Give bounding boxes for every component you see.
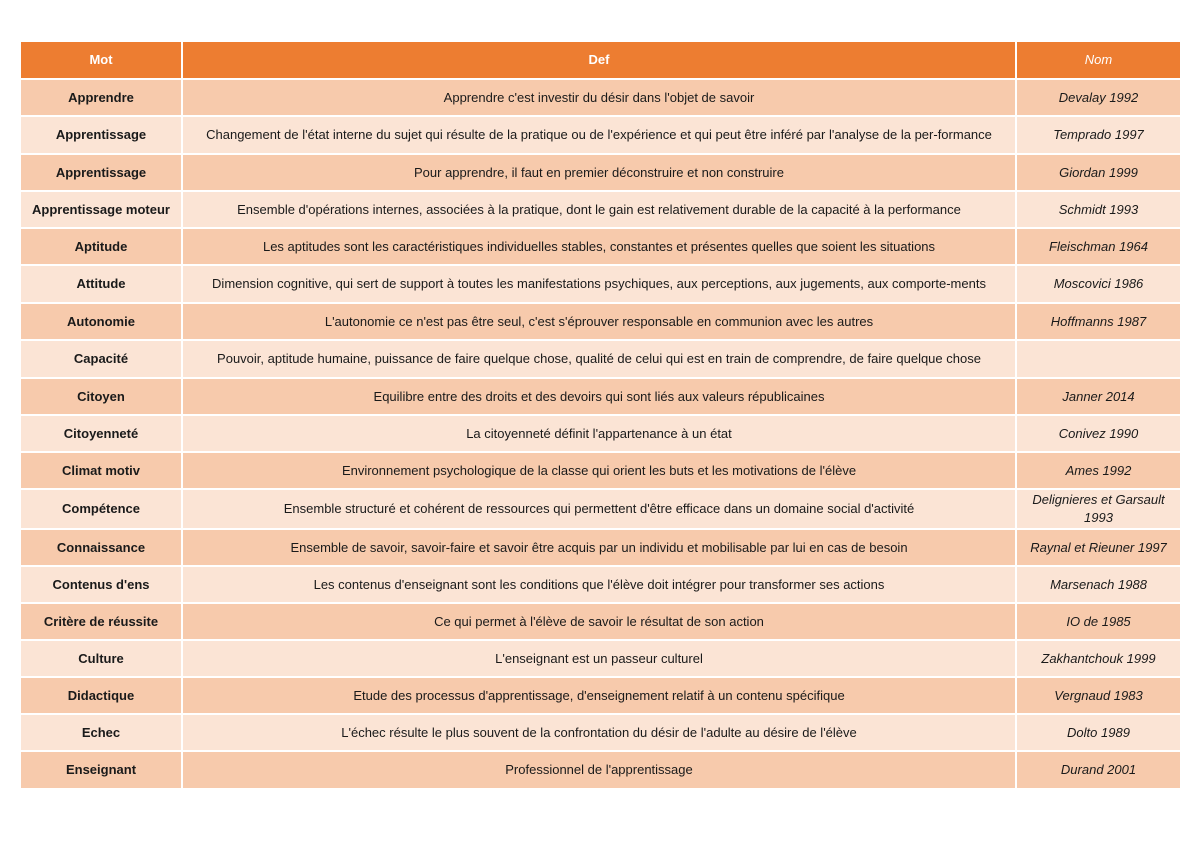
cell-nom: Janner 2014 (1016, 378, 1181, 415)
cell-def: La citoyenneté définit l'appartenance à un état (182, 415, 1016, 452)
table-row (20, 529, 1181, 566)
header-def: Def (182, 41, 1016, 79)
table-row (20, 154, 1181, 191)
cell-nom: Durand 2001 (1016, 751, 1181, 789)
table-row (20, 191, 1181, 228)
table-row (20, 603, 1181, 640)
cell-nom: Vergnaud 1983 (1016, 677, 1181, 714)
cell-def: Les contenus d'enseignant sont les conditions que l'élève doit intégrer pour transformer ses actions (182, 566, 1016, 603)
table-row (20, 566, 1181, 603)
table-row (20, 677, 1181, 714)
cell-nom: Marsenach 1988 (1016, 566, 1181, 603)
cell-def: Les aptitudes sont les caractéristiques individuelles stables, constantes et présentes quelles que soient les situations (182, 228, 1016, 265)
table-row (20, 452, 1181, 489)
cell-mot: Culture (20, 640, 182, 677)
cell-def: Dimension cognitive, qui sert de support à toutes les manifestations psychiques, aux perceptions, aux jugements, aux comporte-ments (182, 265, 1016, 303)
table-row (20, 415, 1181, 452)
cell-mot: Climat motiv (20, 452, 182, 489)
cell-mot: Apprentissage moteur (20, 191, 182, 228)
cell-def: Ensemble de savoir, savoir-faire et savoir être acquis par un individu et mobilisable par lui en cas de besoin (182, 529, 1016, 566)
cell-mot: Apprentissage (20, 116, 182, 154)
cell-nom: Delignieres et Garsault 1993 (1016, 489, 1181, 529)
table-row (20, 714, 1181, 751)
cell-def: Ensemble structuré et cohérent de ressources qui permettent d'être efficace dans un domaine social d'activité (182, 489, 1016, 529)
table-row (20, 340, 1181, 378)
cell-nom: Conivez 1990 (1016, 415, 1181, 452)
cell-nom: IO de 1985 (1016, 603, 1181, 640)
table-row (20, 489, 1181, 529)
table-row (20, 79, 1181, 116)
cell-mot: Didactique (20, 677, 182, 714)
cell-def: Apprendre c'est investir du désir dans l'objet de savoir (182, 79, 1016, 116)
cell-def: Changement de l'état interne du sujet qui résulte de la pratique ou de l'expérience et qui peut être inféré par l'analyse de la per-formance (182, 116, 1016, 154)
cell-mot: Apprendre (20, 79, 182, 116)
cell-def: L'échec résulte le plus souvent de la confrontation du désir de l'adulte au désire de l'élève (182, 714, 1016, 751)
cell-def: L'autonomie ce n'est pas être seul, c'est s'éprouver responsable en communion avec les autres (182, 303, 1016, 340)
cell-def: Pour apprendre, il faut en premier déconstruire et non construire (182, 154, 1016, 191)
cell-def: Environnement psychologique de la classe qui orient les buts et les motivations de l'élève (182, 452, 1016, 489)
cell-mot: Echec (20, 714, 182, 751)
table-row (20, 378, 1181, 415)
cell-nom: Dolto 1989 (1016, 714, 1181, 751)
cell-def: L'enseignant est un passeur culturel (182, 640, 1016, 677)
cell-nom: Fleischman 1964 (1016, 228, 1181, 265)
table-row (20, 640, 1181, 677)
cell-nom: Moscovici 1986 (1016, 265, 1181, 303)
cell-def: Pouvoir, aptitude humaine, puissance de faire quelque chose, qualité de celui qui est en train de comprendre, de faire quelque chose (182, 340, 1016, 378)
cell-mot: Contenus d'ens (20, 566, 182, 603)
table-row (20, 228, 1181, 265)
cell-def: Professionnel de l'apprentissage (182, 751, 1016, 789)
table-row (20, 116, 1181, 154)
cell-nom: Temprado 1997 (1016, 116, 1181, 154)
header-row (20, 41, 1181, 79)
cell-def: Etude des processus d'apprentissage, d'enseignement relatif à un contenu spécifique (182, 677, 1016, 714)
cell-mot: Critère de réussite (20, 603, 182, 640)
cell-nom: Giordan 1999 (1016, 154, 1181, 191)
header-nom: Nom (1016, 41, 1181, 79)
cell-nom (1016, 340, 1181, 378)
cell-mot: Citoyen (20, 378, 182, 415)
table-row (20, 751, 1181, 789)
cell-nom: Hoffmanns 1987 (1016, 303, 1181, 340)
cell-def: Ce qui permet à l'élève de savoir le résultat de son action (182, 603, 1016, 640)
table-row (20, 265, 1181, 303)
cell-def: Equilibre entre des droits et des devoirs qui sont liés aux valeurs républicaines (182, 378, 1016, 415)
glossary-table (19, 40, 1182, 790)
cell-mot: Autonomie (20, 303, 182, 340)
cell-nom: Raynal et Rieuner 1997 (1016, 529, 1181, 566)
cell-mot: Attitude (20, 265, 182, 303)
cell-mot: Connaissance (20, 529, 182, 566)
cell-mot: Compétence (20, 489, 182, 529)
cell-nom: Schmidt 1993 (1016, 191, 1181, 228)
cell-mot: Apprentissage (20, 154, 182, 191)
cell-def: Ensemble d'opérations internes, associées à la pratique, dont le gain est relativement durable de la capacité à la performance (182, 191, 1016, 228)
cell-mot: Capacité (20, 340, 182, 378)
cell-nom: Devalay 1992 (1016, 79, 1181, 116)
table-row (20, 303, 1181, 340)
cell-mot: Aptitude (20, 228, 182, 265)
cell-nom: Ames 1992 (1016, 452, 1181, 489)
header-mot: Mot (20, 41, 182, 79)
cell-mot: Citoyenneté (20, 415, 182, 452)
cell-nom: Zakhantchouk 1999 (1016, 640, 1181, 677)
cell-mot: Enseignant (20, 751, 182, 789)
